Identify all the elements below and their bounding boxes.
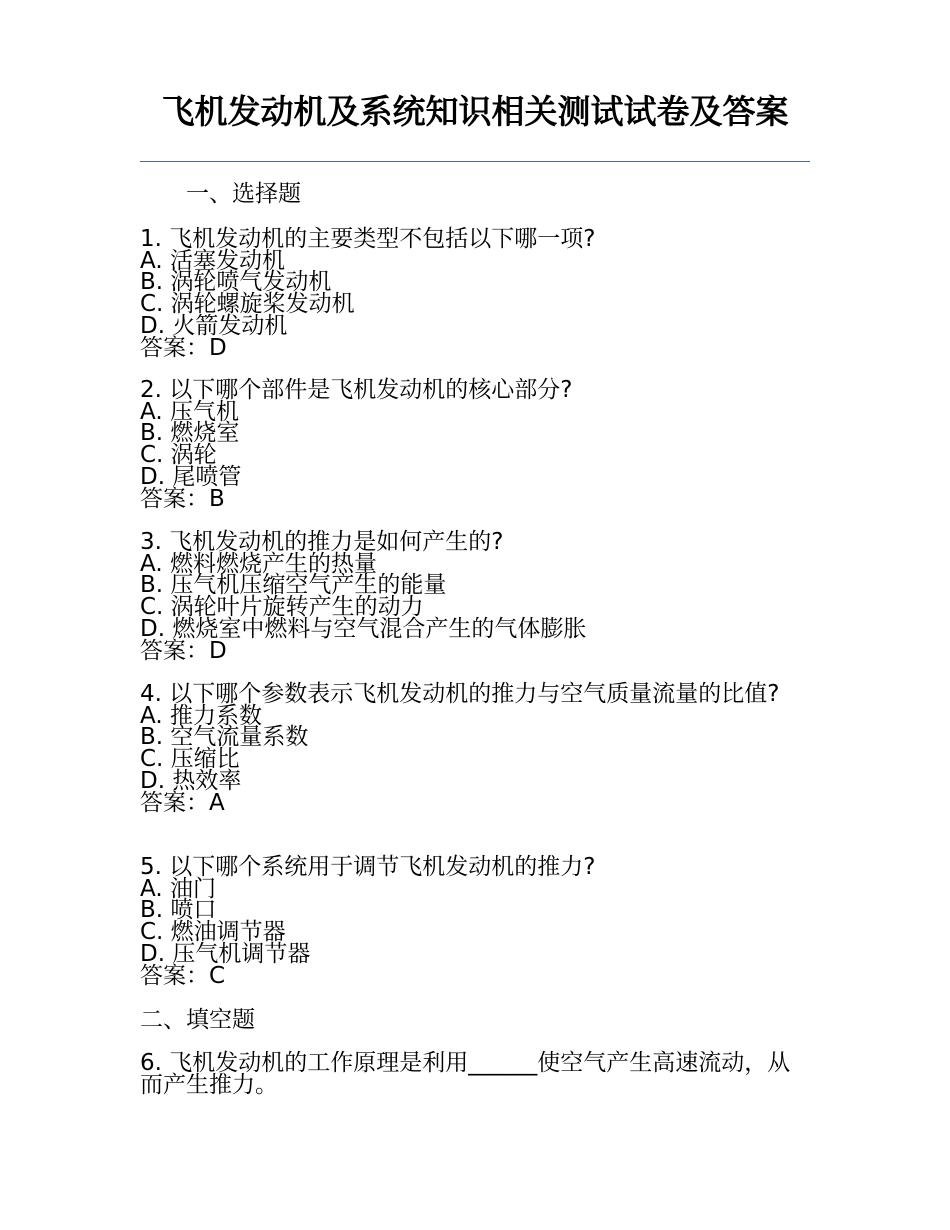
option-b: B. 压气机压缩空气产生的能量 [140,572,447,599]
document-title: 飞机发动机及系统知识相关测试试卷及答案 [161,92,789,131]
option-c: C. 燃油调节器 [140,919,286,946]
question-6 [140,1052,810,1096]
answer: 答案：A [140,789,225,816]
option-d: D. 火箭发动机 [140,312,288,339]
option-c: C. 压缩比 [140,746,240,773]
question-1 [140,226,810,361]
option-b: B. 燃烧室 [140,420,240,447]
question-4 [140,681,810,816]
question-3 [140,529,810,664]
question-stem: 3. 飞机发动机的推力是如何产生的? [140,529,504,555]
option-c: C. 涡轮 [140,442,217,469]
option-a: A. 活塞发动机 [140,247,285,274]
option-a: A. 油门 [140,875,216,902]
question-stem: 2. 以下哪个部件是飞机发动机的核心部分? [140,377,573,403]
question-5 [140,854,810,989]
option-b: B. 喷口 [140,897,217,924]
option-d: D. 尾喷管 [140,463,242,490]
option-d: D. 热效率 [140,767,242,794]
option-a: A. 推力系数 [140,702,262,729]
question-stem: 1. 飞机发动机的主要类型不包括以下哪一项? [140,226,596,252]
answer: 答案：D [140,334,227,361]
question-stem: 5. 以下哪个系统用于调节飞机发动机的推力? [140,854,596,880]
option-d: D. 燃烧室中燃料与空气混合产生的气体膨胀 [140,615,587,642]
option-d: D. 压气机调节器 [140,940,311,967]
option-b: B. 涡轮喷气发动机 [140,269,332,296]
answer: 答案：D [140,637,227,664]
option-c: C. 涡轮螺旋桨发动机 [140,291,355,318]
title-divider [140,161,810,162]
section-heading-fill-blank: 二、填空题 [140,1007,255,1033]
question-stem: 4. 以下哪个参数表示飞机发动机的推力与空气质量流量的比值? [140,681,780,707]
option-b: B. 空气流量系数 [140,724,309,751]
question-2 [140,377,810,512]
answer: 答案：C [140,962,226,989]
option-a: A. 压气机 [140,398,239,425]
option-c: C. 涡轮叶片旋转产生的动力 [140,594,424,621]
answer: 答案：B [140,485,225,512]
question-stem: 6. 飞机发动机的工作原理是利用______使空气产生高速流动，从而产生推力。 [140,1050,791,1098]
section-heading-choice: 一、选择题 [186,181,301,207]
option-a: A. 燃料燃烧产生的热量 [140,550,377,577]
